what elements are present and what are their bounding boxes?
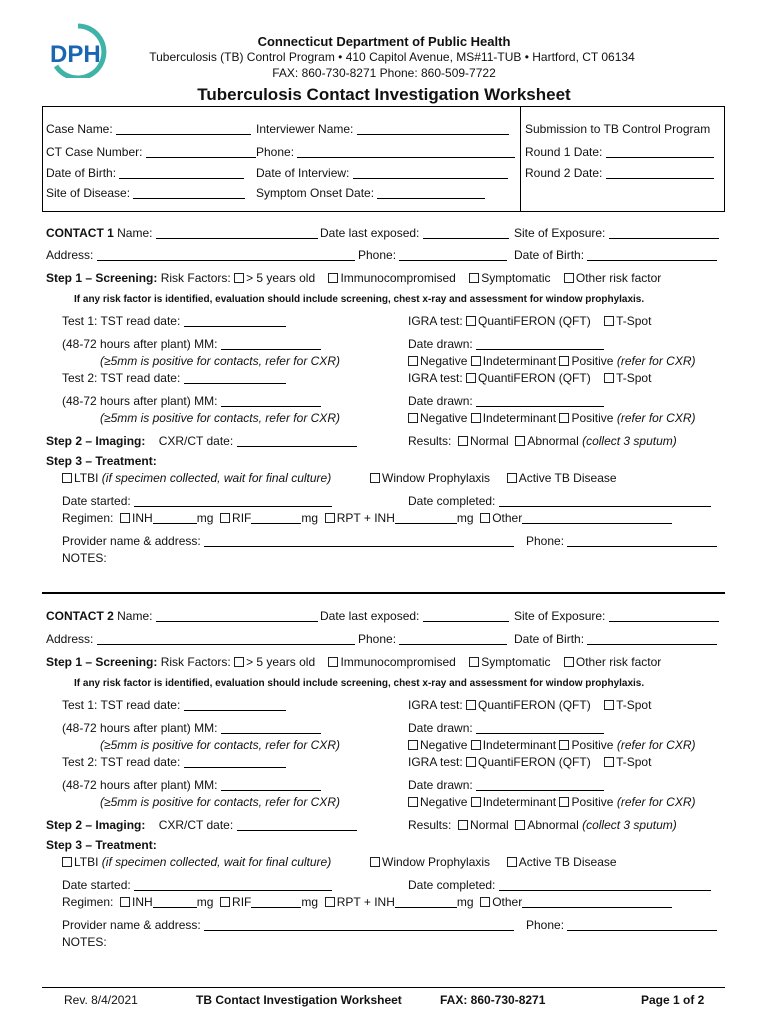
contact2-phone-label: Phone: bbox=[358, 632, 397, 646]
normal-label: Normal bbox=[470, 434, 509, 448]
refer-cxr-label: (refer for CXR) bbox=[616, 411, 696, 425]
qft-label: QuantiFERON (QFT) bbox=[478, 698, 591, 712]
ct-case-number-field[interactable] bbox=[46, 145, 256, 159]
checkbox-qft[interactable] bbox=[466, 757, 476, 767]
contact1-window-option bbox=[370, 471, 617, 485]
regimen-label: Regimen: bbox=[62, 895, 114, 909]
logo-text: DPH bbox=[50, 41, 101, 68]
footer-page: Page 1 of 2 bbox=[641, 993, 705, 1007]
positive-label: Positive bbox=[571, 738, 614, 752]
symptom-onset-field[interactable] bbox=[256, 186, 485, 200]
inh-label: INH bbox=[132, 895, 153, 909]
mm-label: (48-72 hours after plant) MM: bbox=[62, 337, 218, 351]
refer-cxr-label: (refer for CXR) bbox=[616, 738, 696, 752]
contact1-result2 bbox=[408, 411, 696, 425]
case-name-label: Case Name: bbox=[46, 122, 113, 136]
symptomatic-label: Symptomatic bbox=[481, 271, 551, 285]
step1-label: Step 1 – Screening: bbox=[46, 655, 158, 669]
ltbi-label: LTBI bbox=[74, 855, 99, 869]
gt5years-label: > 5 years old bbox=[246, 655, 316, 669]
contact2-dob-label: Date of Birth: bbox=[514, 632, 585, 646]
results-label: Results: bbox=[408, 434, 452, 448]
abnormal-label: Abnormal bbox=[527, 434, 579, 448]
contact2-name-field[interactable] bbox=[46, 609, 318, 623]
interviewer-name-label: Interviewer Name: bbox=[256, 122, 354, 136]
test2-label: Test 2: TST read date: bbox=[62, 755, 181, 769]
symptom-onset-label: Symptom Onset Date: bbox=[256, 186, 375, 200]
date-started-label: Date started: bbox=[62, 494, 131, 508]
checkbox-abnormal[interactable] bbox=[515, 820, 525, 830]
checkbox-positive[interactable] bbox=[559, 797, 569, 807]
checkbox-symptomatic[interactable] bbox=[469, 657, 479, 667]
contact1-treatment-options bbox=[62, 471, 331, 485]
org-name: Connecticut Department of Public Health bbox=[257, 34, 511, 49]
tspot-label: T-Spot bbox=[616, 371, 652, 385]
step2-label: Step 2 – Imaging: bbox=[46, 434, 146, 448]
window-label: Window Prophylaxis bbox=[382, 855, 491, 869]
contact2-address-label: Address: bbox=[46, 632, 94, 646]
section-divider bbox=[42, 592, 725, 594]
contact2-provider-phone-field[interactable] bbox=[526, 918, 717, 932]
negative-label: Negative bbox=[420, 795, 468, 809]
contact2-mm1-field[interactable] bbox=[62, 721, 321, 735]
date-started-label: Date started: bbox=[62, 878, 131, 892]
notes-label: NOTES: bbox=[62, 551, 107, 565]
contact2-provider-field[interactable] bbox=[62, 918, 514, 932]
checkbox-rpt-inh[interactable] bbox=[325, 897, 335, 907]
checkbox-window-prophylaxis[interactable] bbox=[370, 857, 380, 867]
contact2-name-label: Name: bbox=[117, 609, 153, 623]
contact1-date-exposed-label: Date last exposed: bbox=[320, 226, 420, 240]
active-tb-label: Active TB Disease bbox=[518, 471, 617, 485]
contact2-phone-field[interactable] bbox=[358, 632, 507, 646]
checkbox-tspot[interactable] bbox=[604, 316, 614, 326]
tst-note: (≥5mm is positive for contacts, refer for CXR) bbox=[100, 354, 340, 368]
round1-date-field[interactable] bbox=[525, 145, 714, 159]
mm-label: (48-72 hours after plant) MM: bbox=[62, 394, 218, 408]
contact1-site-exposure-field[interactable] bbox=[514, 226, 719, 240]
risk-factors-label: Risk Factors: bbox=[160, 655, 231, 669]
contact1-step1 bbox=[46, 271, 661, 285]
date-of-interview-field[interactable] bbox=[256, 166, 508, 180]
contact1-phone-field[interactable] bbox=[358, 248, 507, 262]
contact1-igra2 bbox=[408, 371, 651, 385]
risk-note: If any risk factor is identified, evaluation should include screening, chest x-ray and assessment for window prophylaxis. bbox=[74, 294, 645, 305]
contact1-date-completed-field[interactable] bbox=[408, 494, 711, 508]
site-of-disease-label: Site of Disease: bbox=[46, 186, 131, 200]
qft-label: QuantiFERON (QFT) bbox=[478, 755, 591, 769]
contact2-treatment-options bbox=[62, 855, 331, 869]
other-risk-label: Other risk factor bbox=[575, 271, 662, 285]
checkbox-indeterminant[interactable] bbox=[471, 797, 481, 807]
cxr-date-label: CXR/CT date: bbox=[158, 434, 234, 448]
contact2-date-exposed-field[interactable] bbox=[320, 609, 509, 623]
contact1-address-field[interactable] bbox=[46, 248, 355, 262]
case-phone-field[interactable] bbox=[256, 145, 515, 159]
regimen-label: Regimen: bbox=[62, 511, 114, 525]
mg-label: mg bbox=[196, 895, 214, 909]
collect-sputum-label: (collect 3 sputum) bbox=[582, 434, 677, 448]
contact2-address-field[interactable] bbox=[46, 632, 355, 646]
test2-label: Test 2: TST read date: bbox=[62, 371, 181, 385]
contact1-name-field[interactable] bbox=[46, 226, 318, 240]
footer-fax: FAX: 860-730-8271 bbox=[440, 993, 546, 1007]
contact2-igra1 bbox=[408, 698, 651, 712]
tspot-label: T-Spot bbox=[616, 314, 652, 328]
contact1-date-started-field[interactable] bbox=[62, 494, 332, 508]
date-of-interview-label: Date of Interview: bbox=[256, 166, 350, 180]
date-completed-label: Date completed: bbox=[408, 878, 496, 892]
checkbox-tspot[interactable] bbox=[604, 373, 614, 383]
date-drawn-label: Date drawn: bbox=[408, 778, 473, 792]
contact2-test2-field[interactable] bbox=[62, 755, 286, 769]
other-risk-label: Other risk factor bbox=[575, 655, 662, 669]
indeterminant-label: Indeterminant bbox=[482, 354, 557, 368]
checkbox-rpt-inh[interactable] bbox=[325, 513, 335, 523]
contact1-provider-phone-field[interactable] bbox=[526, 534, 717, 548]
contact2-dob-field[interactable] bbox=[514, 632, 717, 646]
mm-label: (48-72 hours after plant) MM: bbox=[62, 778, 218, 792]
checkbox-normal[interactable] bbox=[458, 436, 468, 446]
test1-label: Test 1: TST read date: bbox=[62, 698, 181, 712]
round2-label: Round 2 Date: bbox=[525, 166, 603, 180]
igra-label: IGRA test: bbox=[408, 755, 463, 769]
rif-label: RIF bbox=[232, 511, 252, 525]
negative-label: Negative bbox=[420, 411, 468, 425]
mg-label: mg bbox=[196, 511, 214, 525]
contact2-window-option bbox=[370, 855, 617, 869]
risk-note: If any risk factor is identified, evaluation should include screening, chest x-ray and assessment for window prophylaxis. bbox=[74, 678, 645, 689]
contact1-date-drawn1-field[interactable] bbox=[408, 337, 604, 351]
notes-label: NOTES: bbox=[62, 935, 107, 949]
contact2-mm2-field[interactable] bbox=[62, 778, 321, 792]
checkbox-inh[interactable] bbox=[120, 513, 130, 523]
step3-label: Step 3 – Treatment: bbox=[46, 838, 157, 852]
tspot-label: T-Spot bbox=[616, 755, 652, 769]
igra-label: IGRA test: bbox=[408, 698, 463, 712]
contact1-mm2-field[interactable] bbox=[62, 394, 321, 408]
provider-phone-label: Phone: bbox=[526, 918, 565, 932]
igra-label: IGRA test: bbox=[408, 314, 463, 328]
org-contact: FAX: 860-730-8271 Phone: 860-509-7722 bbox=[272, 66, 496, 80]
checkbox-rif[interactable] bbox=[220, 897, 230, 907]
checkbox-window-prophylaxis[interactable] bbox=[370, 473, 380, 483]
step3-label: Step 3 – Treatment: bbox=[46, 454, 157, 468]
negative-label: Negative bbox=[420, 738, 468, 752]
other-label: Other bbox=[492, 511, 523, 525]
normal-label: Normal bbox=[470, 818, 509, 832]
contact2-date-started-field[interactable] bbox=[62, 878, 332, 892]
contact1-step2 bbox=[46, 434, 357, 448]
checkbox-indeterminant[interactable] bbox=[471, 413, 481, 423]
contact1-phone-label: Phone: bbox=[358, 248, 397, 262]
contact1-test1-field[interactable] bbox=[62, 314, 286, 328]
tst-note: (≥5mm is positive for contacts, refer for CXR) bbox=[100, 795, 340, 809]
contact1-site-exposure-label: Site of Exposure: bbox=[514, 226, 606, 240]
contact1-imaging-results bbox=[408, 434, 677, 448]
results-label: Results: bbox=[408, 818, 452, 832]
contact1-name-label: Name: bbox=[117, 226, 153, 240]
risk-factors-label: Risk Factors: bbox=[160, 271, 231, 285]
contact1-provider-field[interactable] bbox=[62, 534, 514, 548]
contact1-test2-field[interactable] bbox=[62, 371, 286, 385]
positive-label: Positive bbox=[571, 795, 614, 809]
provider-label: Provider name & address: bbox=[62, 918, 201, 932]
checkbox-negative[interactable] bbox=[408, 413, 418, 423]
contact2-step1 bbox=[46, 655, 661, 669]
checkbox-negative[interactable] bbox=[408, 740, 418, 750]
contact1-address-label: Address: bbox=[46, 248, 94, 262]
ltbi-note: (if specimen collected, wait for final culture) bbox=[101, 471, 332, 485]
tspot-label: T-Spot bbox=[616, 698, 652, 712]
contact2-imaging-results bbox=[408, 818, 677, 832]
round2-date-field[interactable] bbox=[525, 166, 714, 180]
checkbox-negative[interactable] bbox=[408, 356, 418, 366]
immunocompromised-label: Immunocompromised bbox=[340, 655, 456, 669]
checkbox-immunocompromised[interactable] bbox=[328, 657, 338, 667]
contact2-regimen bbox=[62, 895, 672, 909]
checkbox-normal[interactable] bbox=[458, 820, 468, 830]
checkbox-other-regimen[interactable] bbox=[480, 897, 490, 907]
checkbox-rif[interactable] bbox=[220, 513, 230, 523]
checkbox-qft[interactable] bbox=[466, 373, 476, 383]
checkbox-qft[interactable] bbox=[466, 316, 476, 326]
contact1-igra1 bbox=[408, 314, 651, 328]
footer-revision: Rev. 8/4/2021 bbox=[64, 993, 138, 1007]
window-label: Window Prophylaxis bbox=[382, 471, 491, 485]
contact2-result1 bbox=[408, 738, 696, 752]
contact2-igra2 bbox=[408, 755, 651, 769]
interviewer-name-field[interactable] bbox=[256, 122, 509, 136]
negative-label: Negative bbox=[420, 354, 468, 368]
case-dob-field[interactable] bbox=[46, 166, 244, 180]
checkbox-ltbi[interactable] bbox=[62, 857, 72, 867]
qft-label: QuantiFERON (QFT) bbox=[478, 314, 591, 328]
collect-sputum-label: (collect 3 sputum) bbox=[582, 818, 677, 832]
case-phone-label: Phone: bbox=[256, 145, 295, 159]
checkbox-qft[interactable] bbox=[466, 700, 476, 710]
contact2-site-exposure-field[interactable] bbox=[514, 609, 719, 623]
footer-title: TB Contact Investigation Worksheet bbox=[196, 993, 402, 1007]
checkbox-active-tb[interactable] bbox=[507, 473, 517, 483]
refer-cxr-label: (refer for CXR) bbox=[616, 795, 696, 809]
contact2-site-exposure-label: Site of Exposure: bbox=[514, 609, 606, 623]
abnormal-label: Abnormal bbox=[527, 818, 579, 832]
ct-case-number-label: CT Case Number: bbox=[46, 145, 143, 159]
contact1-date-exposed-field[interactable] bbox=[320, 226, 509, 240]
page-title: Tuberculosis Contact Investigation Worksheet bbox=[197, 85, 571, 104]
cxr-date-label: CXR/CT date: bbox=[158, 818, 234, 832]
date-drawn-label: Date drawn: bbox=[408, 394, 473, 408]
rpt-inh-label: RPT + INH bbox=[336, 511, 395, 525]
mm-label: (48-72 hours after plant) MM: bbox=[62, 721, 218, 735]
immunocompromised-label: Immunocompromised bbox=[340, 271, 456, 285]
mg-label: mg bbox=[456, 895, 474, 909]
checkbox-ltbi[interactable] bbox=[62, 473, 72, 483]
case-dob-label: Date of Birth: bbox=[46, 166, 117, 180]
contact1-dob-field[interactable] bbox=[514, 248, 717, 262]
checkbox-other-regimen[interactable] bbox=[480, 513, 490, 523]
checkbox-inh[interactable] bbox=[120, 897, 130, 907]
checkbox-positive[interactable] bbox=[559, 413, 569, 423]
case-box-divider bbox=[520, 107, 521, 211]
gt5years-label: > 5 years old bbox=[246, 271, 316, 285]
org-address: Tuberculosis (TB) Control Program • 410 Capitol Avenue, MS#11-TUB • Hartford, CT 06134 bbox=[149, 50, 635, 64]
contact2-test1-field[interactable] bbox=[62, 698, 286, 712]
date-drawn-label: Date drawn: bbox=[408, 337, 473, 351]
symptomatic-label: Symptomatic bbox=[481, 655, 551, 669]
rif-label: RIF bbox=[232, 895, 252, 909]
date-drawn-label: Date drawn: bbox=[408, 721, 473, 735]
igra-label: IGRA test: bbox=[408, 371, 463, 385]
checkbox-symptomatic[interactable] bbox=[469, 273, 479, 283]
contact2-date-drawn1-field[interactable] bbox=[408, 721, 604, 735]
contact1-date-drawn2-field[interactable] bbox=[408, 394, 604, 408]
checkbox-immunocompromised[interactable] bbox=[328, 273, 338, 283]
checkbox-abnormal[interactable] bbox=[515, 436, 525, 446]
date-completed-label: Date completed: bbox=[408, 494, 496, 508]
rpt-inh-label: RPT + INH bbox=[336, 895, 395, 909]
positive-label: Positive bbox=[571, 411, 614, 425]
active-tb-label: Active TB Disease bbox=[518, 855, 617, 869]
checkbox-other-risk[interactable] bbox=[564, 273, 574, 283]
contact1-dob-label: Date of Birth: bbox=[514, 248, 585, 262]
contact2-date-drawn2-field[interactable] bbox=[408, 778, 604, 792]
qft-label: QuantiFERON (QFT) bbox=[478, 371, 591, 385]
inh-label: INH bbox=[132, 511, 153, 525]
contact1-regimen bbox=[62, 511, 672, 525]
checkbox-other-risk[interactable] bbox=[564, 657, 574, 667]
checkbox-indeterminant[interactable] bbox=[471, 356, 481, 366]
checkbox-tspot[interactable] bbox=[604, 757, 614, 767]
tst-note: (≥5mm is positive for contacts, refer for CXR) bbox=[100, 738, 340, 752]
checkbox-tspot[interactable] bbox=[604, 700, 614, 710]
contact2-result2 bbox=[408, 795, 696, 809]
checkbox-indeterminant[interactable] bbox=[471, 740, 481, 750]
test1-label: Test 1: TST read date: bbox=[62, 314, 181, 328]
contact2-step2 bbox=[46, 818, 357, 832]
checkbox-gt5years[interactable] bbox=[234, 657, 244, 667]
checkbox-negative[interactable] bbox=[408, 797, 418, 807]
indeterminant-label: Indeterminant bbox=[482, 738, 557, 752]
round1-label: Round 1 Date: bbox=[525, 145, 603, 159]
refer-cxr-label: (refer for CXR) bbox=[616, 354, 696, 368]
contact1-mm1-field[interactable] bbox=[62, 337, 321, 351]
checkbox-gt5years[interactable] bbox=[234, 273, 244, 283]
positive-label: Positive bbox=[571, 354, 614, 368]
checkbox-positive[interactable] bbox=[559, 356, 569, 366]
cxr-date-input[interactable] bbox=[237, 819, 357, 831]
contact2-date-completed-field[interactable] bbox=[408, 878, 711, 892]
mg-label: mg bbox=[456, 511, 474, 525]
provider-label: Provider name & address: bbox=[62, 534, 201, 548]
ltbi-note: (if specimen collected, wait for final culture) bbox=[101, 855, 332, 869]
footer-rule bbox=[42, 987, 725, 988]
contact1-result1 bbox=[408, 354, 696, 368]
submission-heading: Submission to TB Control Program bbox=[525, 122, 711, 136]
checkbox-positive[interactable] bbox=[559, 740, 569, 750]
provider-phone-label: Phone: bbox=[526, 534, 565, 548]
indeterminant-label: Indeterminant bbox=[482, 795, 557, 809]
mg-label: mg bbox=[301, 511, 319, 525]
contact1-label: CONTACT 1 bbox=[46, 226, 114, 240]
indeterminant-label: Indeterminant bbox=[482, 411, 557, 425]
tst-note: (≥5mm is positive for contacts, refer for CXR) bbox=[100, 411, 340, 425]
site-of-disease-field[interactable] bbox=[46, 186, 245, 200]
contact2-label: CONTACT 2 bbox=[46, 609, 114, 623]
contact2-date-exposed-label: Date last exposed: bbox=[320, 609, 420, 623]
step2-label: Step 2 – Imaging: bbox=[46, 818, 146, 832]
ltbi-label: LTBI bbox=[74, 471, 99, 485]
checkbox-active-tb[interactable] bbox=[507, 857, 517, 867]
step1-label: Step 1 – Screening: bbox=[46, 271, 158, 285]
case-name-field[interactable] bbox=[46, 122, 251, 136]
mg-label: mg bbox=[301, 895, 319, 909]
cxr-date-input[interactable] bbox=[237, 435, 357, 447]
other-label: Other bbox=[492, 895, 523, 909]
